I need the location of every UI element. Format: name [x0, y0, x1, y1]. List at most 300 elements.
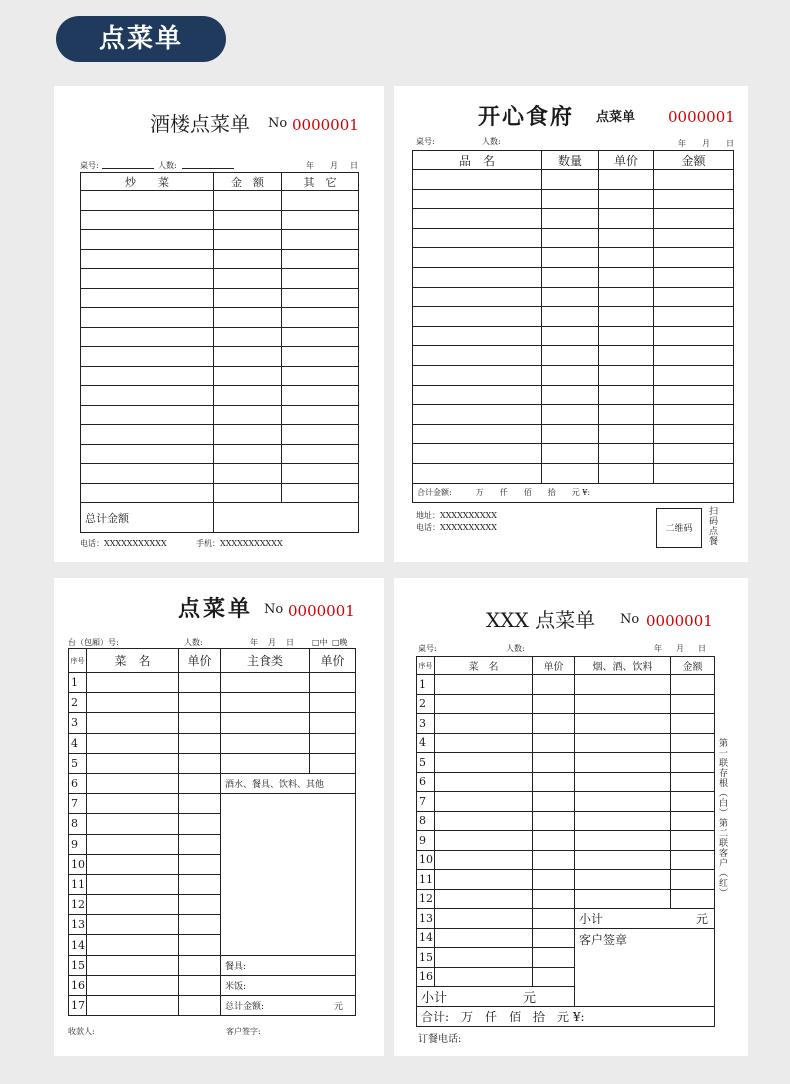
entry-cell[interactable]: [599, 365, 654, 385]
entry-cell[interactable]: [599, 228, 654, 248]
drinks-cell[interactable]: [575, 694, 671, 714]
dish-price-cell[interactable]: [533, 889, 575, 909]
table-row: [417, 694, 715, 714]
entry-cell[interactable]: [599, 287, 654, 307]
amount-cell[interactable]: [671, 772, 715, 792]
column-header: 单价: [310, 649, 356, 673]
dish-name-cell[interactable]: [435, 831, 533, 851]
table-row: [417, 928, 715, 948]
entry-cell[interactable]: [542, 248, 599, 268]
table-row: [417, 714, 715, 734]
table-row: [417, 811, 715, 831]
card1-no-label: No: [268, 116, 288, 131]
entry-cell[interactable]: [214, 366, 282, 386]
dish-name-cell[interactable]: [87, 854, 179, 874]
card1-mobile: 手机：XXXXXXXXXXX: [196, 539, 283, 548]
dish-price-cell[interactable]: [179, 773, 221, 793]
table-row: [413, 209, 734, 229]
card4-table-label: 桌号:: [418, 644, 437, 653]
entry-cell[interactable]: [599, 267, 654, 287]
amount-cell[interactable]: [671, 850, 715, 870]
dish-price-cell[interactable]: [533, 967, 575, 987]
table-row: [69, 955, 356, 975]
dish-price-cell[interactable]: [179, 814, 221, 834]
staple-price-cell[interactable]: [310, 753, 356, 773]
entry-cell[interactable]: [282, 444, 359, 464]
entry-cell[interactable]: [282, 366, 359, 386]
card1-phone: 电话：XXXXXXXXXXX: [80, 539, 167, 548]
entry-cell[interactable]: [413, 463, 542, 483]
entry-cell[interactable]: [542, 424, 599, 444]
entry-cell[interactable]: [81, 327, 214, 347]
drinks-cell[interactable]: [575, 753, 671, 773]
column-header: 金 额: [214, 173, 282, 191]
card4-people-label: 人数:: [506, 644, 525, 653]
yuan-label: 元: [695, 911, 708, 926]
entry-cell[interactable]: [413, 189, 542, 209]
row-number: 2: [69, 693, 87, 713]
dish-name-cell[interactable]: [435, 694, 533, 714]
entry-cell[interactable]: [81, 210, 214, 230]
entry-cell[interactable]: [81, 191, 214, 211]
drinks-cell[interactable]: [575, 811, 671, 831]
dish-name-cell[interactable]: [435, 772, 533, 792]
table-row: [81, 210, 359, 230]
drinks-cell[interactable]: [575, 831, 671, 851]
dish-name-cell[interactable]: [87, 915, 179, 935]
entry-cell[interactable]: [214, 464, 282, 484]
dish-price-cell[interactable]: [533, 675, 575, 695]
card1-table-label: 桌号:: [80, 161, 99, 170]
table-row: [413, 267, 734, 287]
entry-cell[interactable]: [214, 269, 282, 289]
dish-price-cell[interactable]: [533, 948, 575, 968]
entry-cell[interactable]: [599, 209, 654, 229]
dish-price-cell[interactable]: [179, 975, 221, 995]
card2-scan-label: 扫码点餐: [707, 506, 717, 546]
amount-cell[interactable]: [671, 870, 715, 890]
entry-cell[interactable]: [599, 463, 654, 483]
dish-name-cell[interactable]: [87, 955, 179, 975]
table-row: [413, 405, 734, 425]
entry-cell[interactable]: [654, 424, 734, 444]
table-row: [69, 753, 356, 773]
page-banner: 点菜单: [56, 16, 226, 62]
entry-cell[interactable]: [413, 228, 542, 248]
dish-name-cell[interactable]: [87, 935, 179, 955]
row-number: 13: [417, 909, 435, 929]
dish-price-cell[interactable]: [179, 895, 221, 915]
table-row: [413, 287, 734, 307]
entry-cell[interactable]: [413, 248, 542, 268]
dish-price-cell[interactable]: [533, 753, 575, 773]
entry-cell[interactable]: [542, 170, 599, 190]
table-row: [81, 347, 359, 367]
entry-cell[interactable]: [214, 249, 282, 269]
card3-serial: 0000001: [288, 602, 355, 620]
entry-cell[interactable]: [542, 287, 599, 307]
drinks-cell[interactable]: [575, 772, 671, 792]
table-row: [413, 189, 734, 209]
entry-cell[interactable]: [282, 269, 359, 289]
amount-cell[interactable]: [671, 753, 715, 773]
entry-cell[interactable]: [654, 346, 734, 366]
entry-cell[interactable]: [81, 483, 214, 503]
dish-name-cell[interactable]: [87, 895, 179, 915]
dish-price-cell[interactable]: [533, 870, 575, 890]
entry-cell[interactable]: [81, 269, 214, 289]
entry-cell[interactable]: [81, 308, 214, 328]
card2-qr-code: 二维码: [656, 508, 702, 548]
row-number: 8: [417, 811, 435, 831]
row-number: 6: [69, 773, 87, 793]
entry-cell[interactable]: [542, 385, 599, 405]
dish-name-cell[interactable]: [435, 909, 533, 929]
dish-name-cell[interactable]: [435, 967, 533, 987]
entry-cell[interactable]: [413, 365, 542, 385]
menu-card-4: [394, 578, 748, 1056]
table-row: [69, 693, 356, 713]
entry-cell[interactable]: [542, 405, 599, 425]
entry-cell[interactable]: [654, 189, 734, 209]
dish-price-cell[interactable]: [179, 955, 221, 975]
card4-side-note-1: 第一联存根（白）: [717, 738, 727, 818]
dish-name-cell[interactable]: [435, 733, 533, 753]
entry-cell[interactable]: [542, 444, 599, 464]
amount-cell[interactable]: [671, 694, 715, 714]
total-amount-row: 合计金额: 万 仟 佰 拾 元 ¥:: [413, 483, 734, 502]
dish-name-cell[interactable]: [87, 733, 179, 753]
column-header: 金额: [654, 151, 734, 170]
entry-cell[interactable]: [599, 385, 654, 405]
total-row: [417, 1007, 715, 1027]
row-number: 14: [69, 935, 87, 955]
entry-cell[interactable]: [81, 366, 214, 386]
entry-cell[interactable]: [282, 425, 359, 445]
entry-cell[interactable]: [413, 346, 542, 366]
dish-price-cell[interactable]: [533, 831, 575, 851]
amount-cell[interactable]: [671, 831, 715, 851]
row-number: 16: [417, 967, 435, 987]
entry-cell[interactable]: [654, 228, 734, 248]
dish-name-cell[interactable]: [87, 834, 179, 854]
dish-price-cell[interactable]: [179, 935, 221, 955]
table-row: [81, 288, 359, 308]
entry-cell[interactable]: [81, 386, 214, 406]
entry-cell[interactable]: [542, 307, 599, 327]
entry-cell[interactable]: [654, 248, 734, 268]
row-number: 8: [69, 814, 87, 834]
drinks-cell[interactable]: [575, 870, 671, 890]
table-header-row: [81, 173, 359, 191]
row-number: 6: [417, 772, 435, 792]
staple-cell[interactable]: [221, 673, 310, 693]
dish-name-cell[interactable]: [435, 792, 533, 812]
row-number: 1: [417, 675, 435, 695]
entry-cell[interactable]: [654, 463, 734, 483]
dish-name-cell[interactable]: [87, 814, 179, 834]
staple-cell[interactable]: [221, 713, 310, 733]
drinks-area[interactable]: [221, 794, 356, 956]
table-row: [69, 996, 356, 1016]
entry-cell[interactable]: [654, 326, 734, 346]
staple-cell[interactable]: [221, 693, 310, 713]
entry-cell[interactable]: [542, 189, 599, 209]
dish-price-cell[interactable]: [179, 794, 221, 814]
entry-cell[interactable]: [282, 327, 359, 347]
dish-price-cell[interactable]: [179, 673, 221, 693]
entry-cell[interactable]: [214, 444, 282, 464]
column-header: 烟、酒、饮料: [575, 657, 671, 675]
dish-name-cell[interactable]: [87, 773, 179, 793]
dish-price-cell[interactable]: [179, 874, 221, 894]
entry-cell[interactable]: [282, 483, 359, 503]
dish-price-cell[interactable]: [533, 909, 575, 929]
dish-price-cell[interactable]: [533, 811, 575, 831]
entry-cell[interactable]: [654, 287, 734, 307]
entry-cell[interactable]: [214, 230, 282, 250]
menu-card-2: [394, 86, 748, 562]
dish-price-cell[interactable]: [179, 996, 221, 1016]
entry-cell[interactable]: [81, 425, 214, 445]
drinks-cell[interactable]: [575, 850, 671, 870]
dish-price-cell[interactable]: [179, 733, 221, 753]
staple-cell[interactable]: [221, 753, 310, 773]
entry-cell[interactable]: [413, 209, 542, 229]
dish-name-cell[interactable]: [435, 811, 533, 831]
row-number: 3: [69, 713, 87, 733]
total-amount-cell[interactable]: [214, 503, 359, 533]
card2-table-label: 桌号:: [416, 137, 435, 146]
column-header: 菜 名: [87, 649, 179, 673]
row-number: 5: [69, 753, 87, 773]
entry-cell[interactable]: [413, 326, 542, 346]
total-row: [81, 503, 359, 533]
entry-cell[interactable]: [81, 464, 214, 484]
menu-card-1: [54, 86, 384, 562]
dish-price-cell[interactable]: [179, 693, 221, 713]
drinks-cell[interactable]: [575, 714, 671, 734]
drinks-cell[interactable]: [575, 889, 671, 909]
staple-price-cell[interactable]: [310, 713, 356, 733]
entry-cell[interactable]: [214, 210, 282, 230]
table-header-row: [417, 657, 715, 675]
dish-name-cell[interactable]: [435, 870, 533, 890]
entry-cell[interactable]: [542, 346, 599, 366]
entry-cell[interactable]: [214, 347, 282, 367]
entry-cell[interactable]: [599, 170, 654, 190]
row-number: 4: [69, 733, 87, 753]
entry-cell[interactable]: [654, 405, 734, 425]
entry-cell[interactable]: [282, 249, 359, 269]
entry-cell[interactable]: [81, 230, 214, 250]
entry-cell[interactable]: [654, 209, 734, 229]
entry-cell[interactable]: [654, 307, 734, 327]
entry-cell[interactable]: [654, 385, 734, 405]
entry-cell[interactable]: [214, 483, 282, 503]
entry-cell[interactable]: [654, 170, 734, 190]
dish-price-cell[interactable]: [533, 792, 575, 812]
amount-cell[interactable]: [671, 714, 715, 734]
staple-price-cell[interactable]: [310, 693, 356, 713]
column-header: 单价: [533, 657, 575, 675]
drinks-cell[interactable]: [575, 792, 671, 812]
entry-cell[interactable]: [542, 228, 599, 248]
dish-name-cell[interactable]: [87, 794, 179, 814]
entry-cell[interactable]: [599, 326, 654, 346]
amount-cell[interactable]: [671, 733, 715, 753]
staple-price-cell[interactable]: [310, 733, 356, 753]
dish-name-cell[interactable]: [435, 928, 533, 948]
entry-cell[interactable]: [282, 230, 359, 250]
table-row: [417, 792, 715, 812]
drinks-cell[interactable]: [575, 733, 671, 753]
entry-cell[interactable]: [214, 405, 282, 425]
entry-cell[interactable]: [214, 308, 282, 328]
entry-cell[interactable]: [81, 249, 214, 269]
row-number: 10: [417, 850, 435, 870]
entry-cell[interactable]: [654, 267, 734, 287]
entry-cell[interactable]: [599, 346, 654, 366]
column-header: 单价: [599, 151, 654, 170]
entry-cell[interactable]: [282, 288, 359, 308]
drinks-cell[interactable]: [575, 675, 671, 695]
dish-price-cell[interactable]: [179, 834, 221, 854]
entry-cell[interactable]: [282, 347, 359, 367]
entry-cell[interactable]: [413, 424, 542, 444]
entry-cell[interactable]: [282, 386, 359, 406]
entry-cell[interactable]: [81, 347, 214, 367]
card2-subtitle: 点菜单: [596, 110, 636, 125]
dish-price-cell[interactable]: [533, 928, 575, 948]
card1-year: 年: [306, 161, 314, 170]
staple-price-cell[interactable]: [310, 673, 356, 693]
entry-cell[interactable]: [413, 307, 542, 327]
card3-room-label: 台（包厢）号:: [68, 638, 119, 647]
dish-price-cell[interactable]: [533, 772, 575, 792]
dish-price-cell[interactable]: [533, 733, 575, 753]
entry-cell[interactable]: [413, 170, 542, 190]
table-row: [417, 889, 715, 909]
card3-mid-check: □中: [312, 638, 328, 647]
entry-cell[interactable]: [413, 444, 542, 464]
entry-cell[interactable]: [599, 424, 654, 444]
amount-cell[interactable]: [671, 792, 715, 812]
entry-cell[interactable]: [599, 405, 654, 425]
entry-cell[interactable]: [81, 288, 214, 308]
entry-cell[interactable]: [413, 405, 542, 425]
total-amount-cell: [221, 996, 356, 1016]
dish-name-cell[interactable]: [87, 713, 179, 733]
dish-price-cell[interactable]: [179, 854, 221, 874]
entry-cell[interactable]: [599, 189, 654, 209]
amount-cell[interactable]: [671, 675, 715, 695]
entry-cell[interactable]: [654, 444, 734, 464]
dish-name-cell[interactable]: [435, 714, 533, 734]
table-row: [81, 425, 359, 445]
dish-name-cell[interactable]: [435, 889, 533, 909]
card3-people-label: 人数:: [184, 638, 203, 647]
entry-cell[interactable]: [542, 267, 599, 287]
row-number: 7: [417, 792, 435, 812]
dish-name-cell[interactable]: [87, 975, 179, 995]
dish-name-cell[interactable]: [87, 673, 179, 693]
entry-cell[interactable]: [599, 444, 654, 464]
entry-cell[interactable]: [282, 464, 359, 484]
entry-cell[interactable]: [542, 326, 599, 346]
entry-cell[interactable]: [81, 405, 214, 425]
entry-cell[interactable]: [214, 327, 282, 347]
entry-cell[interactable]: [282, 210, 359, 230]
card1-month: 月: [330, 161, 338, 170]
card3-order-table: [68, 648, 356, 1016]
table-row: [81, 444, 359, 464]
dish-price-cell[interactable]: [533, 850, 575, 870]
entry-cell[interactable]: [413, 267, 542, 287]
entry-cell[interactable]: [599, 248, 654, 268]
entry-cell[interactable]: [214, 191, 282, 211]
entry-cell[interactable]: [282, 191, 359, 211]
row-number: 16: [69, 975, 87, 995]
entry-cell[interactable]: [282, 308, 359, 328]
card2-month: 月: [702, 139, 710, 148]
entry-cell[interactable]: [413, 385, 542, 405]
dish-price-cell[interactable]: [179, 713, 221, 733]
dish-name-cell[interactable]: [87, 874, 179, 894]
table-row: [81, 327, 359, 347]
dish-name-cell[interactable]: [435, 948, 533, 968]
dish-price-cell[interactable]: [533, 694, 575, 714]
card3-customer-sign-label: 客户签字:: [226, 1027, 261, 1036]
dish-name-cell[interactable]: [87, 996, 179, 1016]
card1-day: 日: [350, 161, 358, 170]
total-label: 总计金额:: [225, 1002, 265, 1013]
dish-price-cell[interactable]: [179, 753, 221, 773]
staple-cell[interactable]: [221, 733, 310, 753]
dish-name-cell[interactable]: [435, 753, 533, 773]
column-header: 序号: [417, 657, 435, 675]
column-header: 序号: [69, 649, 87, 673]
card1-table-blank: [102, 168, 154, 169]
entry-cell[interactable]: [413, 287, 542, 307]
drinks-subtotal-cell: [575, 909, 715, 929]
dish-price-cell[interactable]: [179, 915, 221, 935]
dish-name-cell[interactable]: [435, 850, 533, 870]
entry-cell[interactable]: [214, 425, 282, 445]
row-number: 4: [417, 733, 435, 753]
amount-cell[interactable]: [671, 889, 715, 909]
amount-cell[interactable]: [671, 811, 715, 831]
table-row: [417, 870, 715, 890]
entry-cell[interactable]: [214, 386, 282, 406]
card2-serial: 0000001: [668, 108, 735, 126]
entry-cell[interactable]: [282, 405, 359, 425]
entry-cell[interactable]: [542, 463, 599, 483]
entry-cell[interactable]: [81, 444, 214, 464]
entry-cell[interactable]: [542, 365, 599, 385]
entry-cell[interactable]: [599, 307, 654, 327]
dish-name-cell[interactable]: [87, 693, 179, 713]
dish-price-cell[interactable]: [533, 714, 575, 734]
dish-name-cell[interactable]: [435, 675, 533, 695]
entry-cell[interactable]: [542, 209, 599, 229]
row-number: 3: [417, 714, 435, 734]
table-row: [413, 326, 734, 346]
entry-cell[interactable]: [654, 365, 734, 385]
dish-name-cell[interactable]: [87, 753, 179, 773]
table-row: [417, 675, 715, 695]
entry-cell[interactable]: [214, 288, 282, 308]
